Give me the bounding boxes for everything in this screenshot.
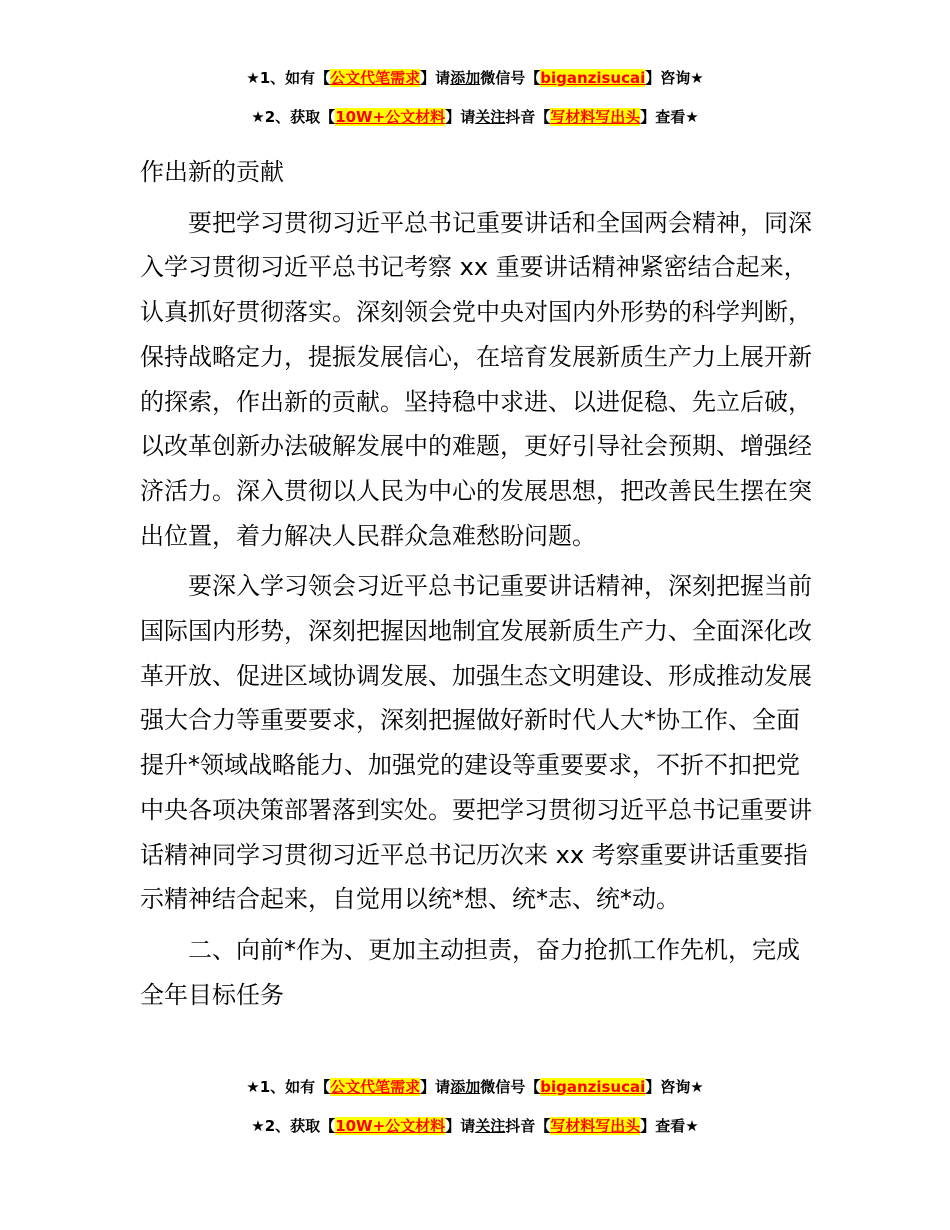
highlight-wechat-id: biganzisucai — [540, 69, 646, 87]
footer-promo-line-1: ★1、如有【公文代笔需求】请添加微信号【biganzisucai】咨询★ — [246, 1078, 704, 1096]
highlight-materials: 10W+公文材料 — [335, 1117, 446, 1135]
highlight-douyin-account: 写材料写出头 — [550, 1117, 641, 1135]
paragraph: 要把学习贯彻习近平总书记重要讲话和全国两会精神，同深入学习贯彻习近平总书记考察 xx 重要讲话精神紧密结合起来，认真抓好贯彻落实。深刻领会党中央对国内外形势的科学判断，保持战略定力，提振发展信心，在培育发展新质生产力上展开新的探索，作出新的贡献。坚持稳中求进、以进促稳、先立后破，以改革创新办法破解发展中的难题，更好引导社会预期、增强经济活力。深入贯彻以人民为中心的发展思想，把改善民生摆在突出位置，着力解决人民群众急难愁盼问题。 — [140, 208, 812, 550]
star-icon: ★ — [246, 1078, 260, 1096]
highlight-writing-service: 公文代笔需求 — [330, 69, 421, 87]
header-promo-line-1: ★1、如有【公文代笔需求】请添加微信号【biganzisucai】咨询★ — [246, 69, 704, 87]
highlight-writing-service: 公文代笔需求 — [330, 1078, 421, 1096]
star-icon: ★ — [246, 69, 260, 87]
section-heading: 二、向前*作为、更加主动担责，奋力抢抓工作先机，完成全年目标任务 — [140, 935, 800, 1009]
highlight-materials: 10W+公文材料 — [335, 108, 446, 126]
highlight-wechat-id: biganzisucai — [540, 1078, 646, 1096]
footer-promo-line-2: ★2、获取【10W+公文材料】请关注抖音【写材料写出头】查看★ — [251, 1117, 699, 1135]
paragraph: 要深入学习领会习近平总书记重要讲话精神，深刻把握当前国际国内形势，深刻把握因地制宜发展新质生产力、全面深化改革开放、促进区域协调发展、加强生态文明建设、形成推动发展强大合力等重要要求，深刻把握做好新时代人大*协工作、全面提升*领域战略能力、加强党的建设等重要要求，不折不扣把党中央各项决策部署落到实处。要把学习贯彻习近平总书记重要讲话精神同学习贯彻习近平总书记历次来 xx 考察重要讲话重要指示精神结合起来，自觉用以统*想、统*志、统*动。 — [140, 572, 812, 914]
highlight-douyin-account: 写材料写出头 — [550, 108, 641, 126]
header-promo-line-2: ★2、获取【10W+公文材料】请关注抖音【写材料写出头】查看★ — [251, 108, 699, 126]
document-body — [140, 150, 812, 1017]
paragraph-continuation: 作出新的贡献 — [140, 158, 284, 186]
